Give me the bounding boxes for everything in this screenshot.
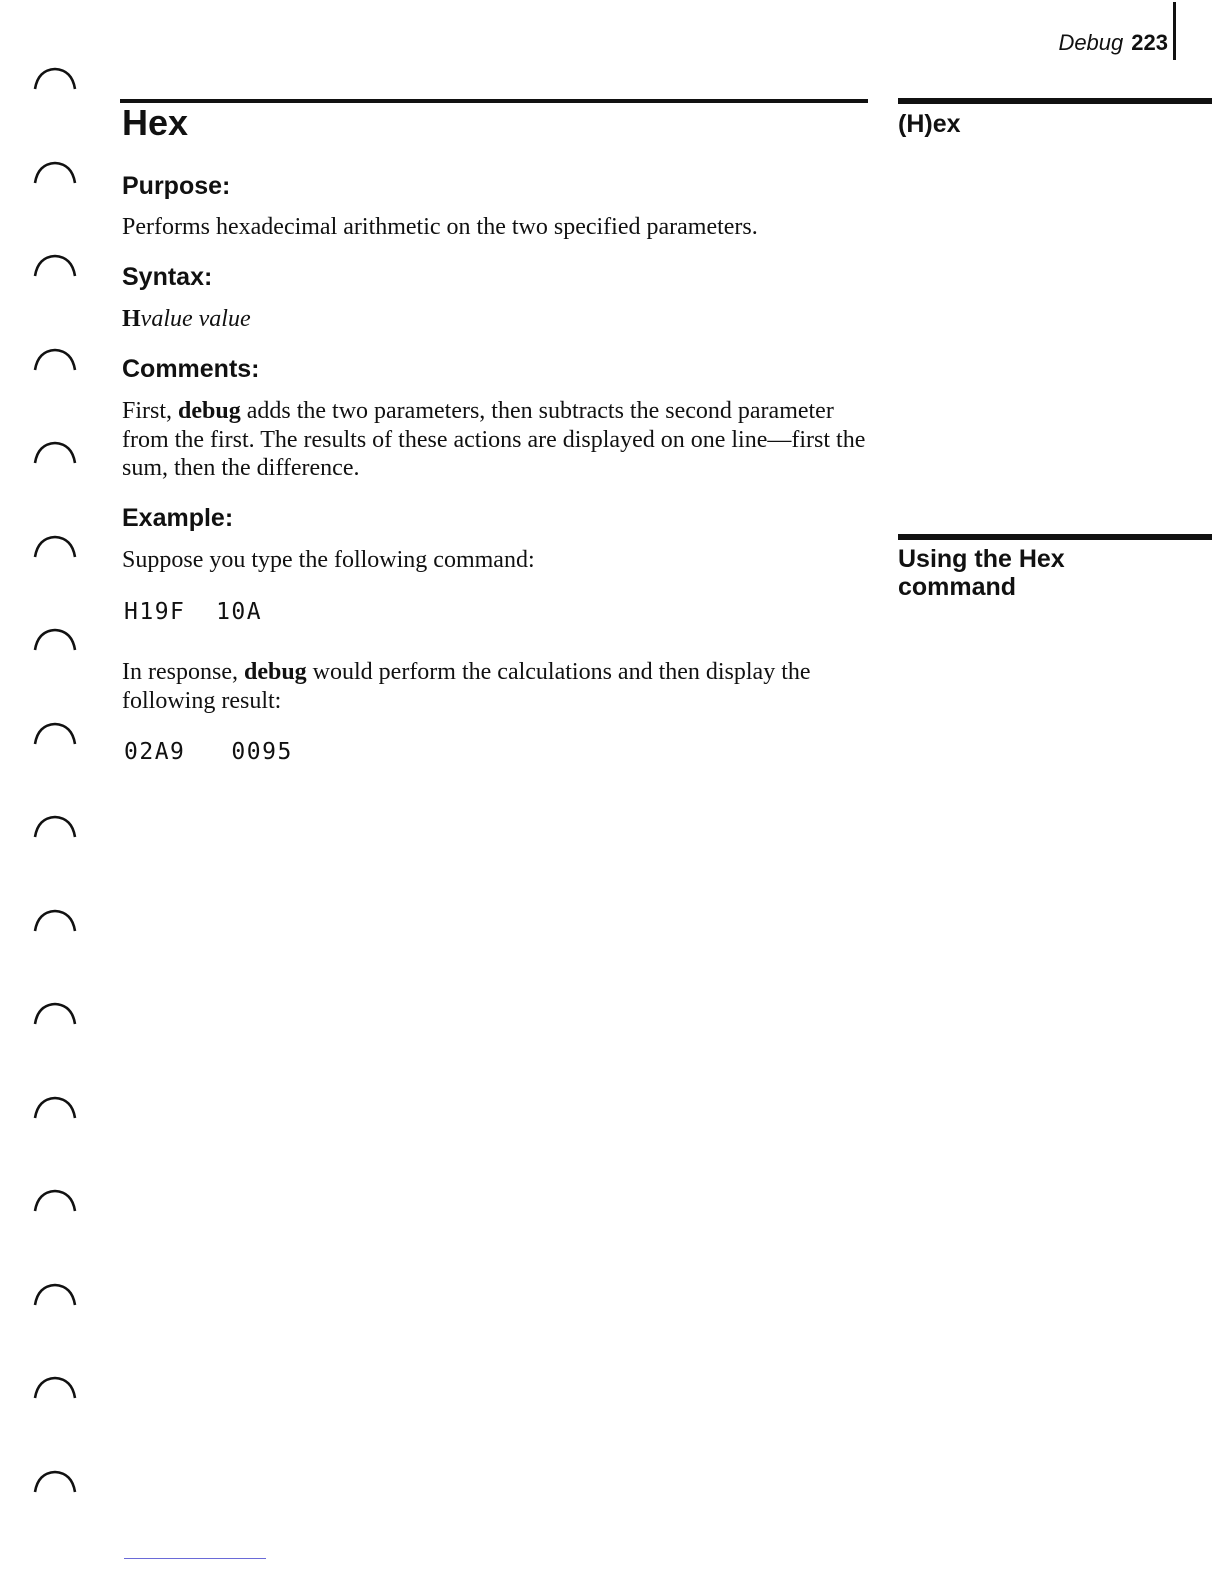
comments-text-1: First, — [122, 398, 179, 424]
comments-debug: debug — [178, 398, 241, 424]
binder-hole-arc — [35, 1004, 75, 1024]
binder-hole-icon — [32, 908, 78, 932]
binder-hole-arc — [35, 1191, 75, 1211]
binder-hole-arc — [35, 350, 75, 370]
response-text-1: In response, — [122, 659, 244, 685]
binder-hole-arc — [35, 1378, 75, 1398]
binder-hole-arc — [35, 163, 75, 183]
title-rule — [120, 99, 868, 103]
binder-hole-arc — [35, 724, 75, 744]
running-header — [1058, 30, 1168, 56]
footer-line — [124, 1558, 266, 1559]
binder-hole-icon — [32, 1282, 78, 1306]
comments-text — [122, 397, 872, 483]
binder-hole-icon — [32, 534, 78, 558]
side-label-using: Using the Hex command — [898, 545, 1065, 601]
binder-hole-icon — [32, 1375, 78, 1399]
binder-hole-icon — [32, 814, 78, 838]
side-label-hex: (H)ex — [898, 110, 961, 138]
example-heading: Example: — [122, 504, 234, 532]
binder-hole-arc — [35, 69, 75, 89]
binder-hole-arc — [35, 817, 75, 837]
binder-hole-icon — [32, 440, 78, 464]
binder-hole-icon — [32, 66, 78, 90]
binder-hole-icon — [32, 627, 78, 651]
example-response — [122, 658, 842, 715]
binder-hole-icon — [32, 1001, 78, 1025]
example-intro: Suppose you type the following command: — [122, 547, 535, 573]
binder-hole-arc — [35, 630, 75, 650]
header-section: Debug — [1058, 30, 1124, 55]
example-command: H19F 10A — [124, 599, 263, 625]
purpose-heading: Purpose: — [122, 172, 231, 200]
binder-hole-arc — [35, 1285, 75, 1305]
comments-text-2: adds the two parameters, then subtracts the second parameter from the first. The results of these actions are displayed on one line—first the sum, then the difference. — [122, 398, 866, 481]
purpose-text: Performs hexadecimal arithmetic on the two specified parameters. — [122, 214, 758, 240]
binder-hole-arc — [35, 1098, 75, 1118]
binder-hole-icon — [32, 1188, 78, 1212]
binder-hole-arc — [35, 443, 75, 463]
binder-hole-arc — [35, 911, 75, 931]
example-result: 02A9 0095 — [124, 739, 293, 765]
binder-hole-arc — [35, 256, 75, 276]
binder-hole-icon — [32, 160, 78, 184]
binder-hole-icon — [32, 721, 78, 745]
page-title: Hex — [122, 102, 189, 143]
response-debug: debug — [243, 659, 307, 685]
response-text-2: would perform the calculations and then display the following result: — [122, 659, 811, 714]
binder-hole-icon — [32, 1095, 78, 1119]
binder-hole-icon — [32, 253, 78, 277]
side-rule-using — [898, 534, 1212, 540]
header-bar — [1173, 2, 1176, 60]
binder-hole-arc — [35, 537, 75, 557]
syntax-args: value value — [140, 306, 251, 332]
syntax-text — [122, 305, 872, 334]
syntax-command: H — [122, 306, 141, 332]
side-rule-top — [898, 98, 1212, 104]
syntax-heading: Syntax: — [122, 263, 213, 291]
comments-heading: Comments: — [122, 355, 260, 383]
binder-hole-icon — [32, 347, 78, 371]
page-number: 223 — [1131, 30, 1168, 55]
binder-hole-arc — [35, 1472, 75, 1492]
binder-hole-icon — [32, 1469, 78, 1493]
